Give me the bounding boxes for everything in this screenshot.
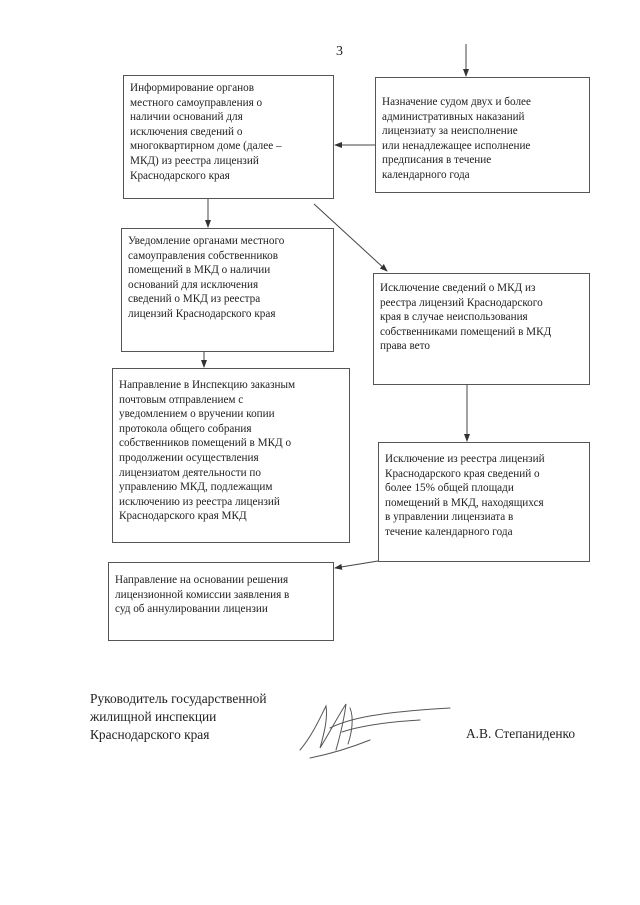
box-notify-owners: Уведомление органами местного самоуправления собственников помещений в МКД о наличии оснований для исключения сведений о МКД из реестра лицензий Краснодарского края: [121, 228, 334, 352]
signatory-position: Руководитель государственной жилищной инспекции Краснодарского края: [90, 691, 267, 742]
box-exclude-veto: Исключение сведений о МКД из реестра лицензий Краснодарского края в случае неиспользования собственниками помещений в МКД права вето: [373, 273, 590, 385]
arrow-exclude15-to-application: [335, 561, 378, 568]
signatory-name: А.В. Степаниденко: [466, 726, 576, 741]
handwritten-signature: [290, 688, 460, 768]
box-exclude-15-percent: Исключение из реестра лицензий Краснодарского края сведений о более 15% общей площади помещений в МКД, находящихся в управлении лицензиата в течение календарного года: [378, 442, 590, 562]
box-court-penalties: Назначение судом двух и более административных наказаний лицензиату за неисполнение или ненадлежащее исполнение предписания в течение календарного года: [375, 77, 590, 193]
box-inform-local-government: Информирование органов местного самоуправления о наличии оснований для исключения сведений о многоквартирном доме (далее – МКД) из реестра лицензий Краснодарского края: [123, 75, 334, 199]
box-send-to-inspection: Направление в Инспекцию заказным почтовым отправлением с уведомлением о вручении копии протокола общего собрания собственников помещений в МКД о продолжении осуществления лицензиатом деятельности по управлению МКД, подлежащим исключению из реестра лицензий Краснодарского края МКД: [112, 368, 350, 543]
page-number: 3: [336, 44, 343, 59]
box-court-application: Направление на основании решения лицензионной комиссии заявления в суд об аннулировании лицензии: [108, 562, 334, 641]
